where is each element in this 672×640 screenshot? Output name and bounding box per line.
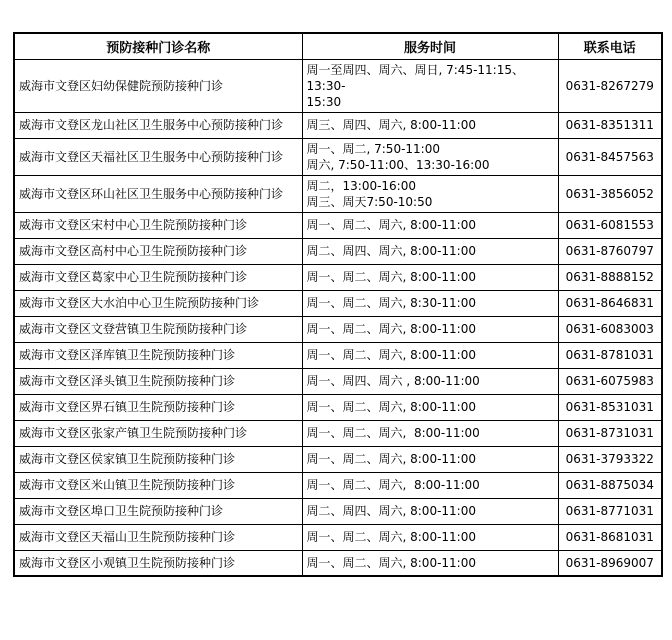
phone-cell: 0631-8267279 [558,59,662,112]
service-time-line: 周一、周二, 7:50-11:00 [306,141,440,156]
service-time-line: 周一、周二、周六, 8:00-11:00 [306,452,476,466]
phone-cell: 0631-6083003 [558,316,662,342]
phone-cell: 0631-8731031 [558,420,662,446]
service-time-line: 周一、周二、周六, 8:00-11:00 [306,218,476,232]
table-row [14,472,662,498]
phone-cell: 0631-8969007 [558,550,662,576]
service-time-cell [302,264,558,290]
clinic-name-cell: 威海市文登区宋村中心卫生院预防接种门诊 [14,212,302,238]
phone-cell: 0631-8681031 [558,524,662,550]
table-row [14,524,662,550]
phone-cell: 0631-8771031 [558,498,662,524]
clinic-name-cell: 威海市文登区张家产镇卫生院预防接种门诊 [14,420,302,446]
service-time-cell [302,138,558,175]
service-time-line: 周一、周二、周六, 8:00-11:00 [306,426,480,440]
clinic-schedule-table-wrap [13,32,663,577]
vaccination-clinic-table [13,32,663,577]
service-time-line: 周一至周四、周六、周日, 7:45-11:15、13:30- [306,62,524,93]
table-row [14,446,662,472]
table-row [14,264,662,290]
table-row [14,498,662,524]
clinic-name-cell: 威海市文登区文登营镇卫生院预防接种门诊 [14,316,302,342]
clinic-name-cell: 威海市文登区天福社区卫生服务中心预防接种门诊 [14,138,302,175]
table-row [14,550,662,576]
service-time-line: 周二，13:00-16:00 [306,178,416,193]
service-time-line: 15:30 [306,94,342,109]
phone-cell: 0631-8457563 [558,138,662,175]
table-header [14,33,662,59]
table-row [14,394,662,420]
service-time-cell [302,524,558,550]
service-time-cell [302,316,558,342]
service-time-line: 周一、周四、周六 , 8:00-11:00 [306,374,480,388]
clinic-name-cell: 威海市文登区泽库镇卫生院预防接种门诊 [14,342,302,368]
service-time-line: 周二、周四、周六, 8:00-11:00 [306,504,476,518]
service-time-cell [302,394,558,420]
service-time-cell [302,498,558,524]
service-time-cell [302,238,558,264]
table-row [14,316,662,342]
service-time-cell [302,112,558,138]
service-time-cell [302,59,558,112]
table-row [14,238,662,264]
table-row [14,138,662,175]
service-time-line: 周一、周二、周六, 8:00-11:00 [306,400,476,414]
service-time-line: 周三、周天7:50-10:50 [306,194,433,209]
clinic-name-cell: 威海市文登区环山社区卫生服务中心预防接种门诊 [14,175,302,212]
service-time-line: 周一、周二、周六, 8:00-11:00 [306,270,476,284]
table-row [14,212,662,238]
service-time-cell [302,175,558,212]
clinic-name-cell: 威海市文登区天福山卫生院预防接种门诊 [14,524,302,550]
service-time-line: 周三、周四、周六, 8:00-11:00 [306,118,476,132]
phone-cell: 0631-3856052 [558,175,662,212]
clinic-name-cell: 威海市文登区妇幼保健院预防接种门诊 [14,59,302,112]
service-time-line: 周六, 7:50-11:00、13:30-16:00 [306,157,490,172]
table-row [14,368,662,394]
clinic-name-cell: 威海市文登区米山镇卫生院预防接种门诊 [14,472,302,498]
table-body [14,59,662,576]
phone-cell: 0631-6081553 [558,212,662,238]
phone-cell: 0631-8531031 [558,394,662,420]
clinic-name-cell: 威海市文登区葛家中心卫生院预防接种门诊 [14,264,302,290]
service-time-cell [302,472,558,498]
service-time-cell [302,342,558,368]
col-header-clinic-name: 预防接种门诊名称 [14,33,302,59]
service-time-cell [302,290,558,316]
clinic-name-cell: 威海市文登区龙山社区卫生服务中心预防接种门诊 [14,112,302,138]
phone-cell: 0631-6075983 [558,368,662,394]
service-time-line: 周一、周二、周六, 8:00-11:00 [306,348,476,362]
col-header-phone: 联系电话 [558,33,662,59]
service-time-line: 周一、周二、周六, 8:00-11:00 [306,478,480,492]
phone-cell: 0631-8781031 [558,342,662,368]
phone-cell: 0631-8646831 [558,290,662,316]
table-row [14,59,662,112]
service-time-line: 周一、周二、周六, 8:30-11:00 [306,296,476,310]
clinic-name-cell: 威海市文登区埠口卫生院预防接种门诊 [14,498,302,524]
clinic-name-cell: 威海市文登区大水泊中心卫生院预防接种门诊 [14,290,302,316]
table-row [14,112,662,138]
clinic-name-cell: 威海市文登区侯家镇卫生院预防接种门诊 [14,446,302,472]
service-time-line: 周二、周四、周六, 8:00-11:00 [306,244,476,258]
service-time-line: 周一、周二、周六, 8:00-11:00 [306,322,476,336]
table-row [14,290,662,316]
service-time-cell [302,446,558,472]
table-row [14,342,662,368]
service-time-cell [302,550,558,576]
table-row [14,175,662,212]
clinic-name-cell: 威海市文登区高村中心卫生院预防接种门诊 [14,238,302,264]
phone-cell: 0631-8760797 [558,238,662,264]
service-time-cell [302,420,558,446]
service-time-cell [302,212,558,238]
header-row [14,33,662,59]
clinic-name-cell: 威海市文登区泽头镇卫生院预防接种门诊 [14,368,302,394]
phone-cell: 0631-8888152 [558,264,662,290]
service-time-line: 周一、周二、周六, 8:00-11:00 [306,530,476,544]
service-time-cell [302,368,558,394]
phone-cell: 0631-8351311 [558,112,662,138]
phone-cell: 0631-8875034 [558,472,662,498]
col-header-service-time: 服务时间 [302,33,558,59]
table-row [14,420,662,446]
clinic-name-cell: 威海市文登区界石镇卫生院预防接种门诊 [14,394,302,420]
service-time-line: 周一、周二、周六, 8:00-11:00 [306,555,476,570]
clinic-name-cell: 威海市文登区小观镇卫生院预防接种门诊 [14,550,302,576]
phone-cell: 0631-3793322 [558,446,662,472]
